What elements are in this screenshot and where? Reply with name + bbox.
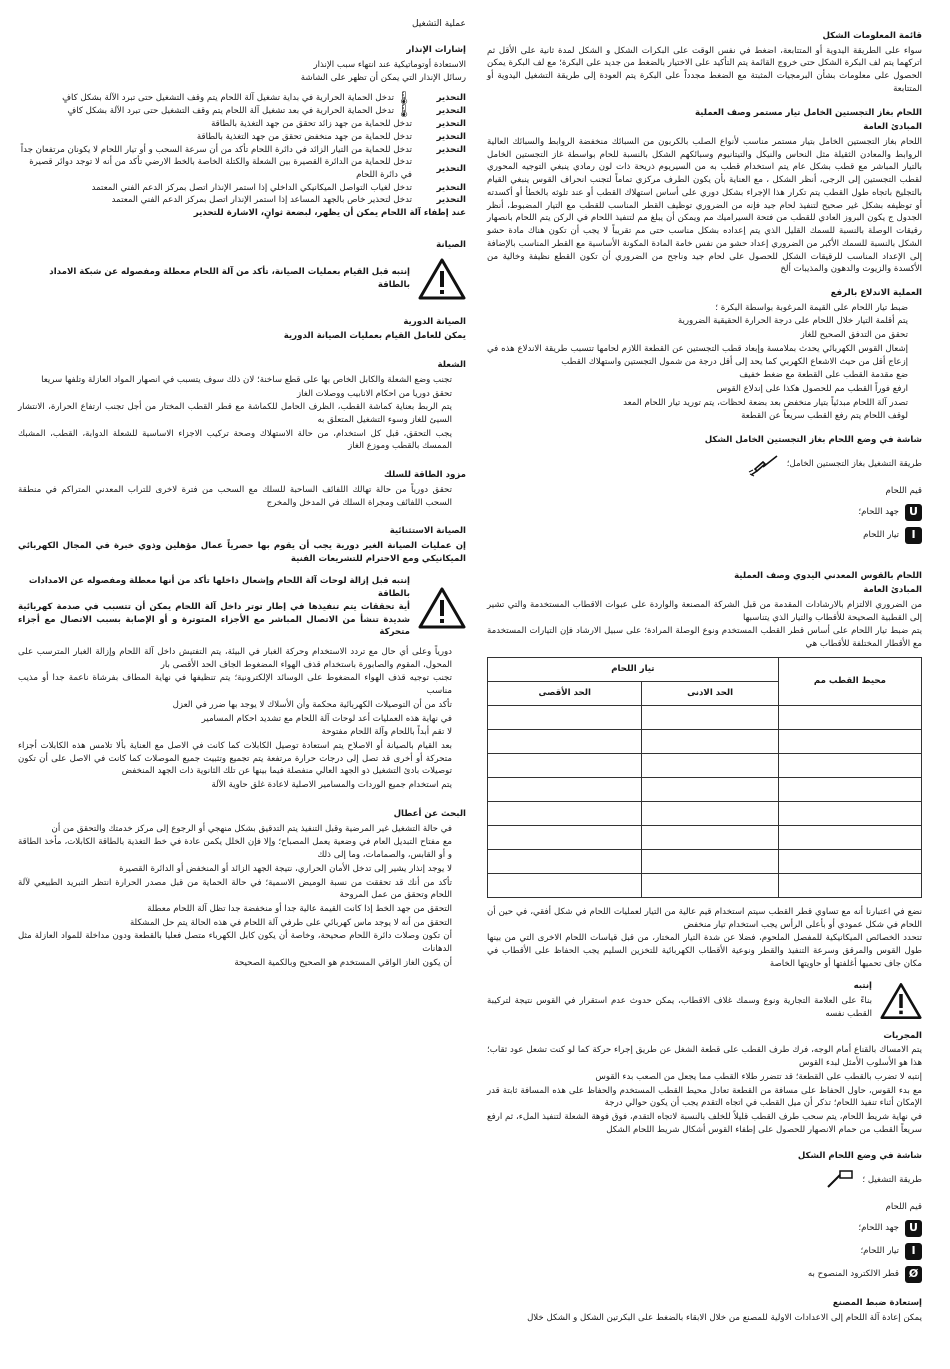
troubleshooting-step: تأكد من أنك قد تحققت من نسبة الوميض الاسمية؛ في حالة الحماية من قبل مصدر الحرارة انتظر التبريد الطبيعي لآلة اللحام وتحقق من عمل المروحة — [18, 877, 452, 901]
warning-label: التحذير — [436, 131, 466, 142]
torch-steps — [18, 374, 466, 453]
extra-maint-step: بعد القيام بالصيانة أو الاصلاح يتم استعادة توصيل الكابلات كما كانت في الاصل مع العناية بألا تلامس هذه الكابلات أجزاء متحركة أو أخرى قد تصل إلى درجات حرارة مرتفعة يتم تجميع وتثبيت جميع الموصلات كما كانت في الاصل على أن تكون توصيلات بادئ التشغيل ذو الجهد العالي منفصلة فيما بينها عن تلك الثانوية ذات الجهد المنخفض — [18, 741, 452, 777]
table-cell — [642, 753, 778, 777]
warning-row — [18, 131, 466, 144]
extra-maint-text: إن عمليات الصيانة الغير دورية يجب أن يقوم بها حصرياً عمال مؤهلين وذوي خبرة في المجال الكهربائي الميكانيكي ومع الاحترام للتشريعات الفنية — [18, 540, 466, 564]
warning-row — [18, 156, 466, 181]
factory-reset-title: إستعادة ضبط المصنع — [832, 1297, 922, 1308]
maintenance-warning — [18, 258, 466, 300]
lift-step: ارفع فوراً القطب مم للحصول هكذا على إندلاع القوس — [716, 383, 908, 394]
table-cell — [642, 729, 778, 753]
mma-text-1: من الضروري الالتزام بالارشادات المقدمة من قبل الشركة المصنعة والواردة على عبوات الاقطاب المستخدمة والتي تشير إلى القطبية الصحيحة للأقطاب والتيار الذي يتناسبها — [487, 600, 922, 623]
page-header: عملية التشغيل — [412, 19, 466, 29]
torch-title: الشعلة — [437, 360, 466, 371]
lift-step: إشعال القوس الكهربائي يحدث بملامسة وإبعاد قطب التجستين عن القطعة اللازم لحامها تتسبب طريقة الاندلاع هذه في إزعاج أقل من حيث الاشعاع الكهربي كما يحد إلى أقل درجة من شمول التجستين واستهلاك القطب — [487, 343, 908, 367]
info-menu-text: سواء على الطريقة اليدوية أو المتتابعة، اضغط في نفس الوقت على البكرات الشكل و الشكل لمدة ثانية على الأقل ثم اتركهما يتم لف البكرة الشكل حتى خروج القائمة يتم التأكيد على الاختيار بالضغط من جديد على البكرة؛ مع لف البكرة يمكن الحصول على معلومات بشأن البرمجيات المثبتة مع الضغط مجدداً على البكرة يتم العودة إلى طريقة التشغيل اليدوية أو المتتابعة — [487, 45, 922, 94]
warning-label: التحذير — [436, 93, 466, 104]
tig-voltage-row — [487, 504, 922, 521]
mma-diameter-row — [487, 1266, 922, 1283]
lift-step: لوقف اللحام يتم رفع القطب سريعاً عن القطعة — [741, 411, 908, 422]
lift-step: ضبط تيار اللحام على القيمة المرغوبة بواسطة البكرة ؛ — [715, 302, 908, 313]
table-cell — [488, 801, 642, 825]
extra-maint-title: الصيانة الاستثنائية — [389, 526, 466, 537]
info-menu-title: قائمة المعلومات الشكل — [822, 31, 922, 41]
torch-step: يتم الربط بعناية كماشة القطب، الظرف الحامل للكماشة مع قطر القطب المختار من أجل تجنب ارتفاع الحرارة، الانتشار السيئ للغاز وسوء التشغيل المتعلق به — [18, 402, 452, 425]
warning-triangle-icon — [880, 982, 922, 1020]
table-row — [488, 729, 922, 753]
thermometer-icon: 🌡 — [395, 91, 412, 107]
extra-maint-step: تجنب توجيه قذف الهواء المضغوط على الوسائد الإلكترونية؛ يتم تنظيفها في نهاية المطاف بفرشاة ناعمة جدا أو مذيب مناسب — [18, 673, 452, 697]
table-row — [488, 801, 922, 825]
alarms-title: إشارات الإنذار — [406, 45, 466, 55]
periodic-title: الصيانة الدورية — [403, 316, 466, 327]
lift-arc-title: العملية الاندلاع بالرفع — [830, 287, 922, 298]
mma-electrode-icon — [826, 1169, 856, 1191]
left-column — [18, 44, 466, 971]
extra-maint-step: تأكد من أن التوصيلات الكهربائية محكمة وأن الأسلاك لا يوجد بها ضرر في العزل — [172, 699, 452, 710]
tig-general-text: اللحام بغاز التجستين الخامل بتيار مستمر مناسب لأنواع الصلب بالكربون من السبائك منخفضة الروابط والسبائك العالية الروابط والمعادن الثقيلة مثل النحاس والنيكل والتيتانيوم وسبائكهم الشكل بالنسبة للحام بواسطة غاز التجستين الخامل بالتيار المباشر مع قطب بشكل عام يتم استخدام قطب به من السيريوم ذريحة ذات لون رمادي ينبغي التوجيه المحوري لقطب التجستين إلى الرجى، أنظر الشكل ، مع العناية بأن يكون الطرف مركزي تماماً لتجنب انحراف القوس ينبغي القيام بالتجليخ باتجاه طول القطب يتم تكرار هذا الإجراء بشكل دوري على أساس استهلاك القطب أو عند تلوثه بالخطأ أو أكسدته أو توظيفه بشكل غير صحيح لتنفيذ لحام جيد فإنه من الضروري توظيف القطر المناسب للقطب مع التيار المضبوط، أنظر الجدول ج يكون البروز العادي للقطب من فتحة السيراميك مم ويمكن أن يبلغ مم لتنفيذ اللحام في الركن يتم اللحام بانصهار رقيقات الوصلة بالنسبة للسمك القليل الذي يتم إعداده بشكل مناسب حتى مم تقريباً لا يجب أن تكون هناك مادة حشو الشكل بالنسبة للسمك الأكبر من الضروري إعداد حشو من نفس خامة المادة المكونة الأساسية مع القطر المناسب بالإضافة إلى الإعداد المناسب للرقيقات الشكل للحصول على لحام جيد وناجح من الضروري أن تكون القطع نظيفة وخالية من الأكسدة والزيوت والدهون والمذيبات ألخ — [487, 137, 922, 275]
warning-text: تدخل لغياب التواصل الميكانيكي الداخلي إذا استمر الإنذار اتصل بمركز الدعم الفني المعتمد — [91, 182, 412, 193]
table-cell — [488, 825, 642, 849]
warning-triangle-icon — [418, 258, 466, 300]
procedure-step: في نهاية شريط اللحام، يتم سحب طرف القطب قليلاً للخلف بالنسبة لاتجاه التقدم، فوق فوهة الشعلة لتنفيذ الملء، ثم ارفع سريعاً القطب من حمام الانصهار للحصول على إطفاء القوس أشكال شريط اللحام الشكل — [487, 1111, 922, 1135]
alarms-line-1: الاستعادة أوتوماتيكية عند انتهاء سبب الإنذار — [313, 59, 466, 70]
extra-warning-text-2: أية تحققات يتم تنفيذها في إطار توتر داخل آلة اللحام يمكن أن تتسبب في صدمة كهربائية شديدة تنشأ من الاتصال المباشر مع الأجزاء المتوترة و أو الإصابة بسبب الاتصال مع أجزاء متحركة — [18, 601, 410, 638]
right-column — [487, 30, 922, 1325]
procedure-step: يتم الامساك بالقناع أمام الوجه، فرك طرف القطب على قطعة الشغل عن طريق إجراء حركة كما لو كنت تشعل عود ثقاب؛ هذا هو الأسلوب الأمثل لبدء القوس — [487, 1045, 922, 1069]
caution-box — [487, 980, 922, 1021]
torch-step: تحقق دوريا من احكام الانابيب ووصلات الغاز — [297, 388, 452, 399]
table-cell — [778, 753, 921, 777]
troubleshooting-title: البحث عن أعطال — [393, 808, 466, 819]
tig-title: اللحام بغاز التجستين الخامل تيار مستمر وصف العملية — [694, 107, 922, 118]
current-i-icon: I — [905, 1243, 922, 1260]
warning-row — [18, 105, 466, 118]
tig-current-row — [487, 527, 922, 544]
warning-text: تدخل لتحذير خاص بالجهد المساعد إذا استمر الإنذار اتصل بمركز الدعم الفني المعتمد — [111, 195, 412, 206]
procedure-step: إنتبه لا تضرب بالقطب على القطعة؛ قد تتضرر طلاء القطب مما يجعل من الصعب بدء القوس — [595, 1071, 922, 1082]
table-cell — [642, 777, 778, 801]
troubleshooting-step: التحقق من جهد الخط إذا كانت القيمة عالية جدا أو منخفضة جدا تظل آلة اللحام معطلة — [147, 903, 452, 914]
warning-row — [18, 144, 466, 157]
caution-label: إنتبه — [853, 981, 872, 992]
warning-label: التحذير — [436, 182, 466, 193]
table-row — [488, 777, 922, 801]
col-min-header: الحد الادنى — [642, 681, 778, 705]
warning-text: تدخل للحماية من الدائرة القصيرة بين الشعلة والكتلة الخاصة بالخط الارضي تأكد من أنه لا توجد دوائر قصيرة في دائرة اللحام — [29, 157, 412, 181]
mma-values-label: قيم اللحام — [885, 1202, 922, 1213]
extra-maint-steps — [18, 646, 466, 792]
factory-reset-text: يمكن إعادة آلة اللحام إلى الاعدادات الاولية للمصنع من خلال الابقاء بالضغط على البكرتين الشكل و الشكل خلال — [527, 1312, 922, 1323]
col-current-header: تيار اللحام — [488, 657, 779, 681]
lift-step: تصدر آلة اللحام مبدئياً بتيار منخفض بعد بضعة لحظات، يتم توريد تيار اللحام المعد — [623, 397, 908, 408]
troubleshooting-step: لا يوجد إنذار يشير إلى تدخل الأمان الحراري، نتيجة الجهد الزائد أو المنخفض أو الدائرة القصيرة — [119, 863, 452, 874]
procedure-steps — [487, 1044, 922, 1136]
current-i-icon: I — [905, 527, 922, 544]
col-diameter-header: محيط القطب مم — [778, 657, 921, 705]
troubleshooting-step: في حالة التشغيل غير المرضية وقبل التنفيذ يتم التدقيق بشكل منهجي أو الرجوع إلى مركز خدمتك والتحقق من أن — [51, 823, 452, 834]
table-cell — [488, 705, 642, 729]
warning-label: التحذير — [436, 106, 466, 117]
warning-label: التحذير — [436, 163, 466, 174]
alarms-footer: عند إطفاء آلة اللحام يمكن أن يظهر، لبضعة ثوانٍ، الاشارة للتحذير — [193, 208, 466, 219]
lift-step: تحقق من التدفق الصحيح للغاز — [800, 330, 908, 341]
mma-text-2: يتم ضبط تيار اللحام على أساس قطر القطب المستخدم ونوع الوصلة المرادة؛ على سبيل الارشاد فإن التيارات المستخدمة مع الأقطار المختلفة للأقطاب هي — [487, 626, 922, 650]
warning-triangle-icon — [418, 587, 466, 629]
table-cell — [488, 753, 642, 777]
diameter-icon: Ø — [905, 1266, 922, 1283]
table-cell — [642, 801, 778, 825]
extra-warning-text: إنتبه قبل إزالة لوحات آلة اللحام وإشعال داخلها تأكد من أنها معطلة ومفصوله عن الامدادات بالطاقة — [28, 576, 410, 600]
electrode-current-table — [487, 657, 922, 898]
procedure-step: مع بدء القوس، حاول الحفاظ على مسافة من القطعة تعادل محيط القطب المستخدم والحفاظ على هذه المسافة ثابتة قدر الإمكان أثناء تنفيذ اللحام؛ تذكر أن ميل القطب في اتجاه التقدم يجب أن يكون حوالي درجة — [487, 1085, 922, 1109]
mma-screen-title: شاشة في وضع اللحام الشكل — [797, 1151, 922, 1162]
torch-step: يجب التحقق، قبل كل استخدام، من حالة الاستهلاك وصحة تركيب الاجزاء الاساسية للشعلة الدوابة، القطب، المشبك الممسك بالقطب وموزع الغاز — [18, 428, 452, 452]
table-cell — [778, 801, 921, 825]
warning-text: تدخل للحماية من جهد زائد تحقق من جهد التغذية بالطاقة — [211, 119, 412, 130]
lift-step: يتم أقلمة التيار خلال اللحام على درجة الحرارة الحقيقية الضرورية — [677, 316, 908, 327]
tig-screen-title: شاشة في وضع اللحام بغاز التجستين الخامل الشكل — [704, 435, 922, 446]
table-cell — [642, 705, 778, 729]
tig-mode-label: طريقة التشغيل بغاز التجستين الخامل؛ — [786, 459, 922, 470]
mma-diameter-label: قطر الالكترود المنصوح به — [807, 1268, 899, 1279]
troubleshooting-step: أن تكون وصلات دائرة اللحام صحيحة، وخاصة أن يكون كابل الكهرباء متصل فعليا بالقطعة ودون مداخلة للمواد العازلة مثل الدهانات — [18, 931, 452, 955]
voltage-u-icon: U — [905, 1220, 922, 1237]
mma-mode-label: طريقة التشغيل ؛ — [862, 1174, 922, 1185]
warning-text: تدخل للحماية من التيار الزائد في دائرة اللحام تأكد من أن سرعة السحب و أو تيار اللحام لا يكونان مرتفعان جداً — [20, 144, 412, 155]
table-cell — [778, 729, 921, 753]
table-row — [488, 873, 922, 897]
mma-voltage-row — [487, 1220, 922, 1237]
periodic-subtitle: يمكن للعامل القيام بعمليات الصيانة الدورية — [283, 331, 466, 342]
caution-text: بناءً على العلامة التجارية ونوع وسمك غلاف الاقطاب، يمكن حدوث عدم استقرار في القوس نتيجة لتركيبة القطب نفسه — [487, 996, 872, 1019]
tig-values-label: قيم اللحام — [885, 485, 922, 496]
warning-row — [18, 118, 466, 131]
table-cell — [642, 825, 778, 849]
warning-text: تدخل الحماية الحرارية في بداية تشغيل آلة اللحام يتم وقف التشغيل حتى تبرد الآلة بشكل كافٍ — [62, 93, 394, 104]
table-row — [488, 825, 922, 849]
table-row — [488, 753, 922, 777]
table-cell — [488, 777, 642, 801]
extra-maint-step: في نهاية هذه العمليات أعد لوحات آلة اللحام مع تشديد احكام المسامير — [201, 713, 452, 724]
lift-step: ضع مقدمة القطب على القطعة مع ضغط خفيف — [739, 370, 908, 381]
mma-text-4: تتحدد الخصائص الميكانيكية للمفصل الملحوم، فضلا عن شدة التيار المختار، من قبل قياسات اللحام الاخرى التي من بينها طول القوس والمرقق وسرعة التنفيذ والقطر ونوعية الأقطاب الكهربائية للتخزين السليم يجب الحفاظ على الأقطاب في مكان جاف تحميها أغلفتها أو حاويتها الخاصة — [487, 933, 922, 969]
troubleshooting-steps — [18, 823, 466, 970]
maintenance-title: الصيانة — [436, 239, 466, 250]
table-cell — [778, 825, 921, 849]
alarms-line-2: رسائل الإنذار التي يمكن أن تظهر على الشاشة — [300, 73, 466, 84]
tig-torch-icon — [747, 453, 781, 477]
table-row — [488, 849, 922, 873]
table-cell — [642, 873, 778, 897]
mma-voltage-label: جهد اللحام؛ — [858, 1222, 899, 1233]
torch-step: تجنب وضع الشعلة والكابل الخاص بها على قطع ساخنة؛ لان ذلك سوف يتسبب في انصهار المواد العازلة وتلفها سريعا — [41, 374, 452, 385]
table-cell — [642, 849, 778, 873]
col-max-header: الحد الأقصى — [488, 681, 642, 705]
mma-current-row — [487, 1243, 922, 1260]
extra-maint-step: يتم استخدام جميع الوردات والمسامير الاصلية لاعادة غلق حاوية الآلة — [211, 780, 452, 791]
troubleshooting-step: أن يكون الغاز الواقي المستخدم هو الصحيح وبالكمية الصحيحة — [234, 957, 452, 968]
extra-maint-step: دورياً وعلى أي حال مع تردد الاستخدام وحركة الغبار في البيئة، يتم التفتيش داخل آلة اللحام وإزالة الغبار المترسب على المحول، المقوم والصابورة باستخدام قذف الهواء المضغوط الجاف الحد الأقصى بار — [18, 647, 452, 670]
table-cell — [778, 849, 921, 873]
table-cell — [778, 873, 921, 897]
warning-row — [18, 194, 466, 207]
thermometer-icon: 🌡 — [395, 104, 412, 120]
procedure-title: المجريات — [883, 1030, 922, 1041]
table-cell — [778, 705, 921, 729]
wire-feeder-text: تحقق دورياً من حالة تهالك اللفائف الساحبة للسلك مع السحب من فترة لاخرى للتراب المعدني المتراكم في منطقة السحب اللفائف ومجراة السلك في المدخل والمخرج — [18, 484, 452, 508]
troubleshooting-step: مع مفتاح التبديل العام في وضعية يعمل المصباح؛ وإلا فإن الخلل يكمن عادة في خط التغذية بالطاقة الكابلات، مأخذ الطاقة و أو القابس، والصمامات، وما إلى ذلك — [18, 837, 452, 861]
maintenance-warning-text: إنتبه قبل القيام بعمليات الصيانة، تأكد من آلة اللحام معطلة ومفصوله عن شبكة الامداد بالطاقة — [49, 266, 410, 290]
warnings-list — [18, 92, 466, 207]
extra-maint-step: لا تقم أبداً باللحام وآلة اللحام مفتوحة — [321, 727, 452, 738]
mma-current-label: تيار اللحام؛ — [860, 1245, 899, 1256]
warning-text: تدخل الحماية الحرارية في بعد تشغيل آلة اللحام يتم وقف التشغيل حتى تبرد الآلة بشكل كافٍ — [67, 106, 394, 117]
tig-general-title: المبادئ العامة — [863, 122, 922, 133]
extra-maint-warning — [18, 575, 466, 640]
wire-feeder-title: مزود الطاقة للسلك — [383, 470, 466, 481]
table-cell — [488, 849, 642, 873]
mma-general-title: المبادئ العامة — [863, 585, 922, 596]
tig-current-label: تيار اللحام — [863, 529, 899, 540]
tig-voltage-label: جهد اللحام؛ — [858, 506, 899, 517]
table-row — [488, 705, 922, 729]
troubleshooting-step: التحقق من أنه لا يوجد ماس كهربائي على طرفي آلة اللحام في هذه الحالة يتم حل المشكلة — [129, 917, 452, 928]
tig-mode-row — [487, 453, 922, 477]
mma-title: اللحام بالقوس المعدني اليدوي وصف العملية — [734, 570, 922, 581]
mma-mode-row — [487, 1169, 922, 1191]
voltage-u-icon: U — [905, 504, 922, 521]
table-cell — [778, 777, 921, 801]
table-cell — [488, 873, 642, 897]
warning-row — [18, 182, 466, 195]
table-cell — [488, 729, 642, 753]
warning-label: التحذير — [436, 119, 466, 130]
lift-arc-steps — [487, 302, 922, 423]
mma-text-3: نضع في اعتبارنا أنه مع تساوي قطر القطب سيتم استخدام قيم عالية من التيار لعمليات اللحام في شكل أفقي، في حين أن اللحام في شكل عمودي أو بأعلى الرأس يجب استخدام تيار منخفض — [487, 906, 922, 930]
warning-label: التحذير — [436, 144, 466, 155]
warning-label: التحذير — [436, 195, 466, 206]
warning-text: تدخل للحماية من جهد منخفض تحقق من جهد التغذية بالطاقة — [196, 131, 412, 142]
